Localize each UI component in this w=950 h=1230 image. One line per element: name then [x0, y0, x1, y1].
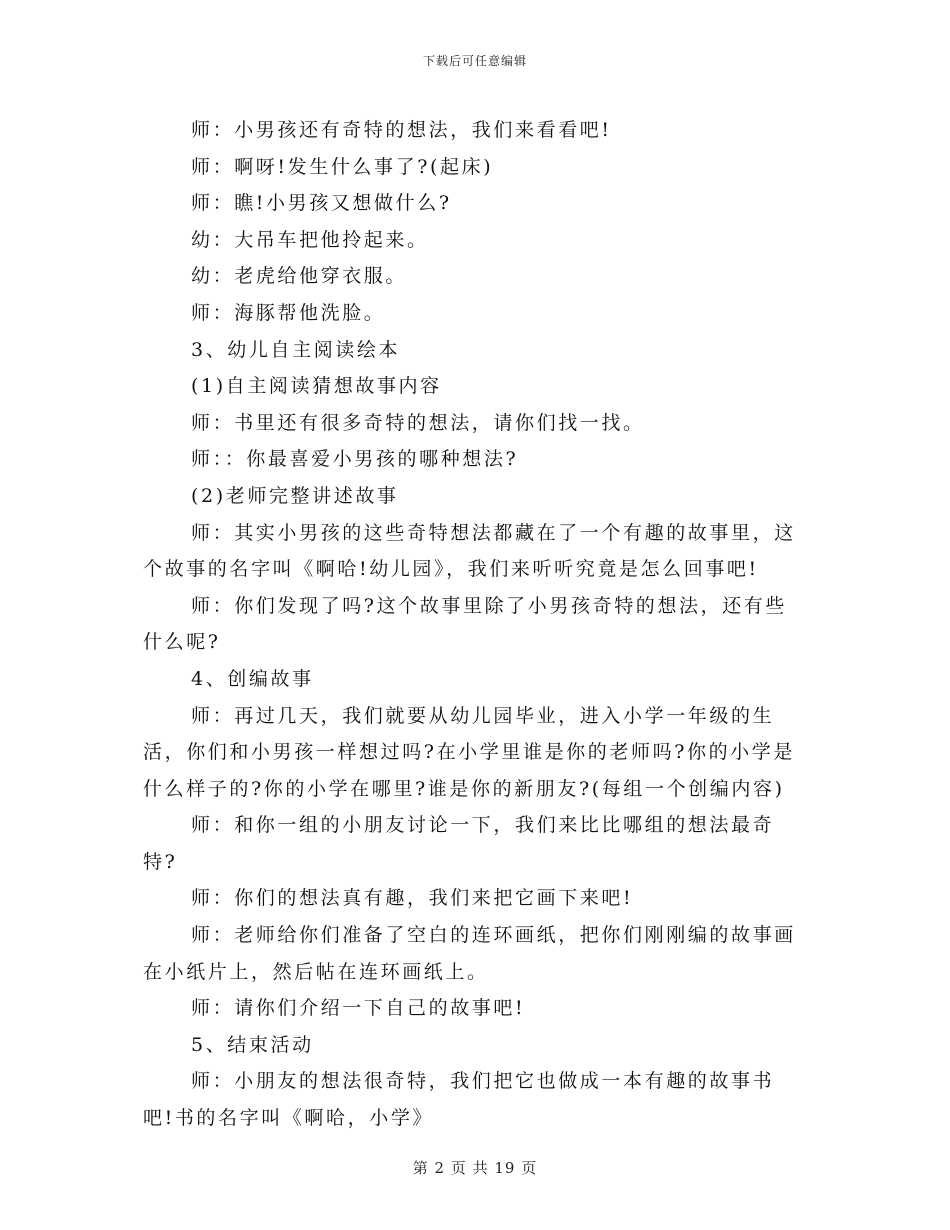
paragraph: 师：其实小男孩的这些奇特想法都藏在了一个有趣的故事里，这个故事的名字叫《啊哈!幼儿园》，我们来听听究竟是怎么回事吧!: [143, 521, 796, 581]
paragraph: 师：：你最喜爱小男孩的哪种想法?: [191, 448, 519, 471]
paragraph: 师：你们的想法真有趣，我们来把它画下来吧!: [191, 887, 634, 910]
paragraph: 师：瞧!小男孩又想做什么?: [191, 192, 452, 215]
subsection-heading: (1)自主阅读猜想故事内容: [191, 375, 442, 398]
paragraph: 幼：老虎给他穿衣服。: [191, 265, 408, 288]
section-heading: 3、幼儿自主阅读绘本: [191, 338, 401, 361]
paragraph: 师：老师给你们准备了空白的连环画纸，把你们刚刚编的故事画在小纸片上，然后帖在连环画纸上。: [143, 924, 796, 983]
section-heading: 5、结束活动: [191, 1033, 314, 1056]
paragraph: 师：请你们介绍一下自己的故事吧!: [191, 997, 526, 1020]
section-heading: 4、创编故事: [191, 667, 314, 690]
paragraph: 师：你们发现了吗?这个故事里除了小男孩奇特的想法，还有些什么呢?: [143, 594, 787, 654]
page-footer: 第 2 页 共 19 页: [412, 1159, 538, 1177]
paragraph: 师：小朋友的想法很奇特，我们把它也做成一本有趣的故事书吧!书的名字叫《啊哈，小学》: [143, 1070, 775, 1130]
paragraph: 师：书里还有很多奇特的想法，请你们找一找。: [191, 411, 645, 434]
subsection-heading: (2)老师完整讲述故事: [191, 484, 399, 507]
paragraph: 师：啊呀!发生什么事了?(起床): [191, 155, 494, 178]
paragraph: 幼：大吊车把他拎起来。: [191, 228, 429, 251]
paragraph: 师：再过几天，我们就要从幼儿园毕业，进入小学一年级的生活，你们和小男孩一样想过吗?在小学里谁是你的老师吗?你的小学是什么样子的?你的小学在哪里?谁是你的新朋友?(每组一个创编内容): [143, 704, 795, 800]
paragraph: 师：小男孩还有奇特的想法，我们来看看吧!: [191, 119, 612, 141]
document-body: [143, 112, 803, 1137]
paragraph: 师：和你一组的小朋友讨论一下，我们来比比哪组的想法最奇特?: [143, 814, 775, 873]
paragraph: 师：海豚帮他洗脸。: [191, 301, 386, 324]
page-header: 下载后可任意编辑: [422, 54, 527, 68]
